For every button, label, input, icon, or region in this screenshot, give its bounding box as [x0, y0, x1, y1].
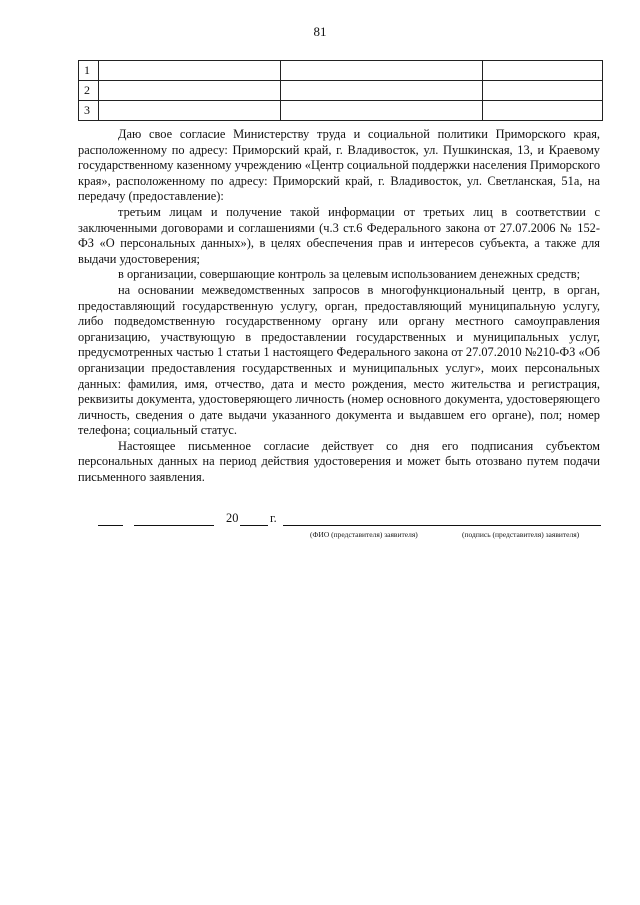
table-cell: [99, 101, 281, 121]
row-number: 1: [79, 61, 99, 81]
year-prefix: 20: [226, 511, 239, 525]
consent-paragraph: третьим лицам и получение такой информации от третьих лиц в соответствии с заключенными договорами и соглашениями (ч.3 ст.6 Федерального закона от 27.07.2006 № 152-ФЗ «О персональных данных»), в целях обеспечения прав и интересов субъекта, а также для выдачи удостоверения;: [78, 204, 600, 266]
day-field[interactable]: [98, 525, 123, 526]
consent-paragraph: Даю свое согласие Министерству труда и социальной политики Приморского края, расположенному по адресу: Приморский край, г. Владивосток, ул. Пушкинская, 13, и Краевому государственному казенному учреждению «Центр социальной поддержки населения Приморского края», расположенному по адресу: Приморский край, г. Владивосток, ул. Светланская, 51а, на передачу (предоставление):: [78, 127, 601, 204]
table-cell: [281, 81, 483, 101]
consent-paragraph: в организации, совершающие контроль за целевым использованием денежных средств;: [118, 267, 581, 282]
row-number: 3: [79, 101, 99, 121]
table-cell: [281, 61, 483, 81]
month-field[interactable]: [134, 525, 214, 526]
table-cell: [483, 101, 603, 121]
table-cell: [483, 61, 603, 81]
consent-paragraph: на основании межведомственных запросов в многофункциональный центр, в орган, предоставляющий государственную услугу, орган, предоставляющий муниципальную услугу, либо подведомственную государственному органу или органу местного самоуправления организацию, участвующую в предоставлении государственных и муниципальных услуг, предусмотренных частью 1 статьи 1 настоящего Федерального закона от 27.07.2010 №210-ФЗ «Об организации предоставления государственных и муниципальных услуг», моих персональных данных: фамилия, имя, отчество, дата и место рождения, место жительства и регистрация, реквизиты документа, удостоверяющего личность (номер основного документа, удостоверяющего личность, сведения о дате выдачи указанного документа и выдавшем его органе), пол; номер телефона; социальный статус.: [78, 282, 600, 438]
table-cell: [281, 101, 483, 121]
data-table: [78, 60, 603, 121]
consent-text: [78, 127, 600, 486]
year-suffix: г.: [270, 511, 277, 525]
year-field[interactable]: [240, 525, 268, 526]
signature-block: [78, 511, 603, 541]
table-row: [79, 61, 603, 81]
table-cell: [99, 61, 281, 81]
sign-caption: (подпись (представителя) заявителя): [462, 530, 580, 539]
row-number: 2: [79, 81, 99, 101]
fio-caption: (ФИО (представителя) заявителя): [310, 530, 418, 539]
table-cell: [99, 81, 281, 101]
validity-paragraph: Настоящее письменное согласие действует со дня его подписания субъектом персональных данных на период действия удостоверения и может быть отозвано путем подачи письменного заявления.: [78, 438, 600, 485]
table-row: [79, 81, 603, 101]
table-row: [79, 101, 603, 121]
page-number: 81: [313, 24, 327, 39]
table-cell: [483, 81, 603, 101]
signature-line[interactable]: [283, 525, 601, 526]
